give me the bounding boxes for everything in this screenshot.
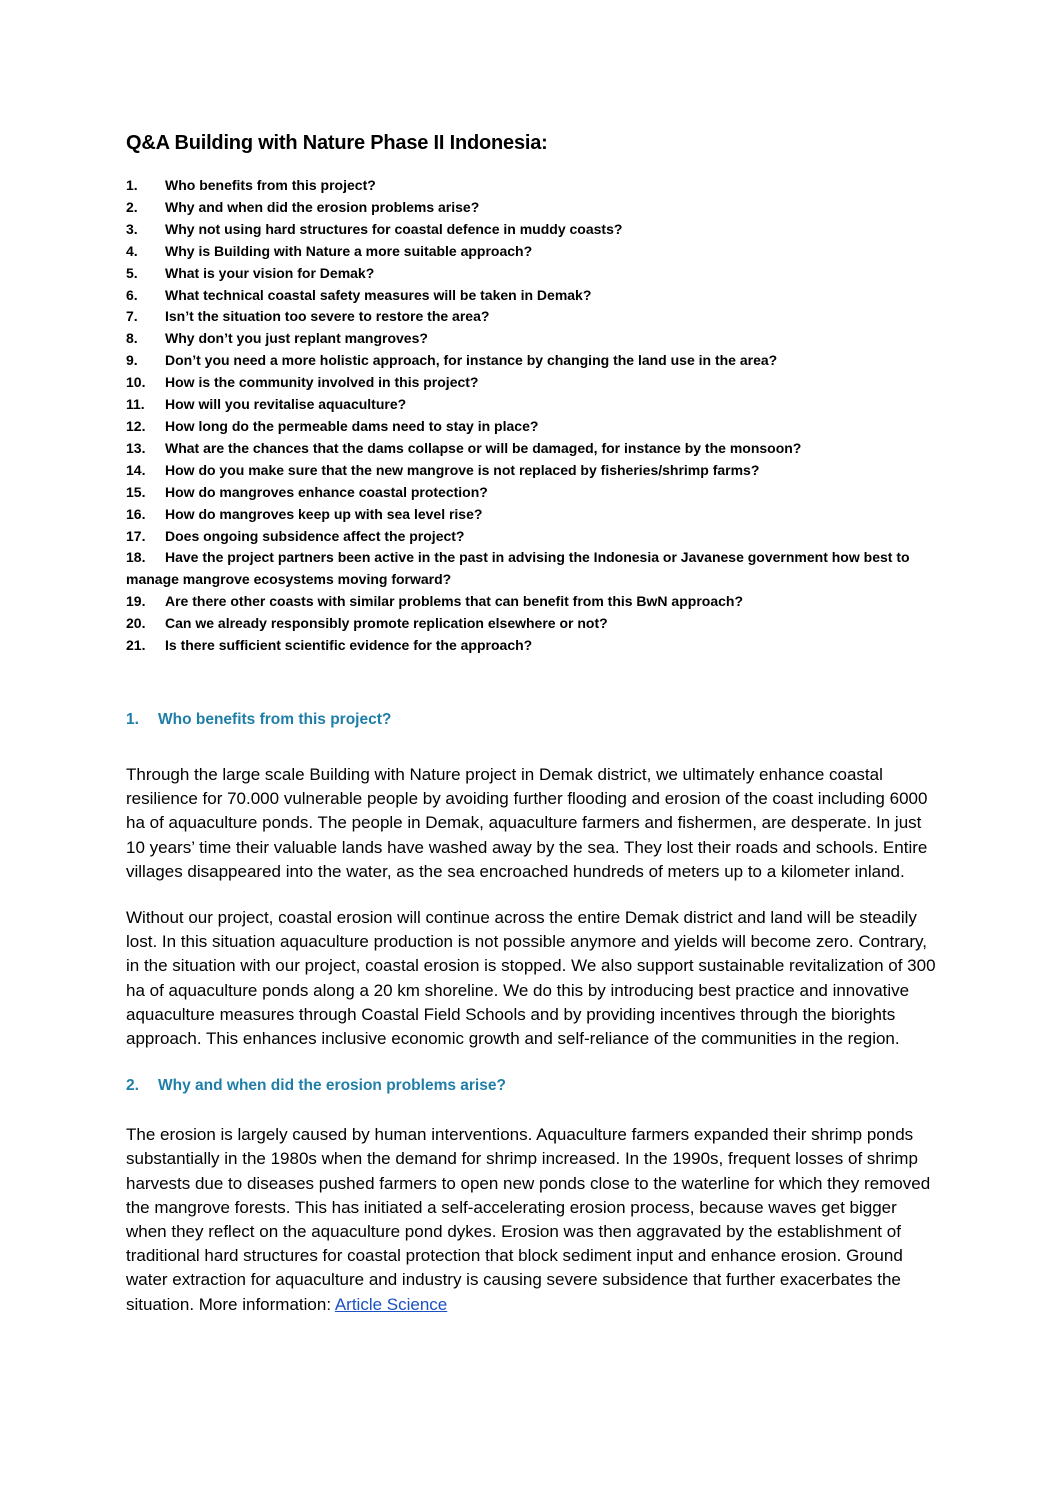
list-item-number: 15. bbox=[126, 483, 146, 500]
list-item bbox=[126, 547, 936, 591]
list-item-number: 5. bbox=[126, 264, 138, 281]
list-item-text: Why not using hard structures for coastal defence in muddy coasts? bbox=[165, 220, 623, 237]
list-item-text: Are there other coasts with similar problems that can benefit from this BwN approach? bbox=[165, 593, 743, 610]
list-item-number: 3. bbox=[126, 220, 138, 237]
list-item-text: What is your vision for Demak? bbox=[165, 264, 375, 281]
section-title: Who benefits from this project? bbox=[158, 710, 392, 728]
list-item bbox=[126, 263, 936, 285]
list-item-number: 6. bbox=[126, 286, 138, 303]
question-list bbox=[126, 175, 936, 657]
list-item-text: Isn’t the situation too severe to restore the area? bbox=[165, 308, 490, 325]
list-item-number: 16. bbox=[126, 505, 146, 522]
list-item-number: 20. bbox=[126, 615, 146, 632]
list-item bbox=[126, 372, 936, 394]
paragraph-text: The erosion is largely caused by human interventions. Aquaculture farmers expanded their shrimp ponds substantially in the 1980s when the demand for shrimp increased. In the 1990s, frequent losses of shrimp harvests due to diseases pushed farmers to open new ponds close to the waterline for which they removed the mangrove forests. This has initiated a self-accelerating erosion process, because waves get bigger when they reflect on the aquaculture pond dykes. Erosion was then aggravated by the establishment of traditional hard structures for coastal protection that block sediment input and enhance erosion. Ground water extraction for aquaculture and industry is causing severe subsidence that further exacerbates the situation. More information: bbox=[126, 1125, 931, 1314]
section-number: 1. bbox=[126, 710, 139, 728]
section-heading bbox=[126, 711, 936, 729]
list-item-number: 12. bbox=[126, 417, 146, 434]
list-item-text: Why don’t you just replant mangroves? bbox=[165, 330, 428, 347]
list-item-number: 2. bbox=[126, 198, 138, 215]
list-item-text: Why is Building with Nature a more suitable approach? bbox=[165, 242, 533, 259]
list-item-number: 1. bbox=[126, 177, 138, 193]
list-item-number: 9. bbox=[126, 352, 138, 369]
list-item bbox=[126, 591, 936, 613]
list-item-number: 7. bbox=[126, 308, 138, 325]
list-item bbox=[126, 416, 936, 438]
list-item-number: 10. bbox=[126, 374, 146, 391]
section-title: Why and when did the erosion problems arise? bbox=[158, 1077, 506, 1095]
list-item bbox=[126, 526, 936, 548]
body-paragraph: Without our project, coastal erosion will continue across the entire Demak district and land will be steadily lost. In this situation aquaculture production is not possible anymore and yields will become zero. Contrary, in the situation with our project, coastal erosion is stopped. We also support sustainable revitalization of 300 ha of aquaculture ponds along a 20 km shoreline. We do this by introducing best practice and innovative aquaculture measures through Coastal Field Schools and by providing incentives through the biorights approach. This enhances inclusive economic growth and self-reliance of the communities in the region. bbox=[126, 907, 936, 1048]
list-item-text: Is there sufficient scientific evidence for the approach? bbox=[165, 637, 533, 654]
list-item-text: What technical coastal safety measures will be taken in Demak? bbox=[165, 286, 592, 303]
list-item bbox=[126, 219, 936, 241]
section-number: 2. bbox=[126, 1077, 139, 1095]
list-item bbox=[126, 394, 936, 416]
section-heading bbox=[126, 1077, 936, 1095]
list-item bbox=[126, 460, 936, 482]
list-item-text: Does ongoing subsidence affect the project? bbox=[165, 527, 465, 544]
list-item-text: Why and when did the erosion problems arise? bbox=[165, 198, 480, 215]
list-item-text: How do you make sure that the new mangrove is not replaced by fisheries/shrimp farms? bbox=[165, 461, 760, 478]
list-item-number: 19. bbox=[126, 593, 146, 610]
document-page bbox=[126, 126, 936, 1317]
list-item bbox=[126, 635, 936, 657]
list-item bbox=[126, 438, 936, 460]
list-item-text: What are the chances that the dams collapse or will be damaged, for instance by the monsoon? bbox=[165, 439, 802, 456]
list-item bbox=[126, 350, 936, 372]
list-item-text: Have the project partners been active in the past in advising the Indonesia or Javanese government how best to manage mangrove ecosystems moving forward? bbox=[126, 549, 910, 588]
list-item-text: Can we already responsibly promote replication elsewhere or not? bbox=[165, 615, 608, 632]
list-item-number: 4. bbox=[126, 242, 138, 259]
article-science-link[interactable]: Article Science bbox=[334, 1294, 448, 1314]
list-item bbox=[126, 175, 936, 197]
list-item bbox=[126, 197, 936, 219]
list-item-text: How do mangroves enhance coastal protection? bbox=[165, 483, 488, 500]
list-item-number: 14. bbox=[126, 461, 146, 478]
list-item bbox=[126, 613, 936, 635]
body-paragraph: Through the large scale Building with Nature project in Demak district, we ultimately enhance coastal resilience for 70.000 vulnerable people by avoiding further flooding and erosion of the coast including 6000 ha of aquaculture ponds. The people in Demak, aquaculture farmers and fishermen, are desperate. In just 10 years’ time their valuable lands have washed away by the sea. They lost their roads and schools. Entire villages disappeared into the water, as the sea encroached hundreds of meters up to a kilometer inland. bbox=[126, 764, 928, 881]
list-item-number: 21. bbox=[126, 637, 146, 654]
page-title: Q&A Building with Nature Phase II Indonesia: bbox=[126, 132, 548, 154]
list-item bbox=[126, 285, 936, 307]
list-item-text: Who benefits from this project? bbox=[165, 177, 376, 193]
list-item bbox=[126, 306, 936, 328]
list-item-text: How will you revitalise aquaculture? bbox=[165, 396, 407, 413]
list-item-number: 13. bbox=[126, 439, 146, 456]
list-item bbox=[126, 241, 936, 263]
list-item-number: 8. bbox=[126, 330, 138, 347]
list-item-number: 18. bbox=[126, 549, 146, 566]
list-item-text: How do mangroves keep up with sea level rise? bbox=[165, 505, 483, 522]
list-item bbox=[126, 328, 936, 350]
list-item bbox=[126, 482, 936, 504]
list-item-text: How long do the permeable dams need to stay in place? bbox=[165, 417, 539, 434]
body-paragraph bbox=[126, 1123, 936, 1317]
list-item-number: 11. bbox=[126, 396, 145, 413]
list-item-number: 17. bbox=[126, 527, 146, 544]
list-item-text: Don’t you need a more holistic approach, for instance by changing the land use in the area? bbox=[165, 352, 778, 369]
list-item bbox=[126, 504, 936, 526]
list-item-text: How is the community involved in this project? bbox=[165, 374, 479, 391]
